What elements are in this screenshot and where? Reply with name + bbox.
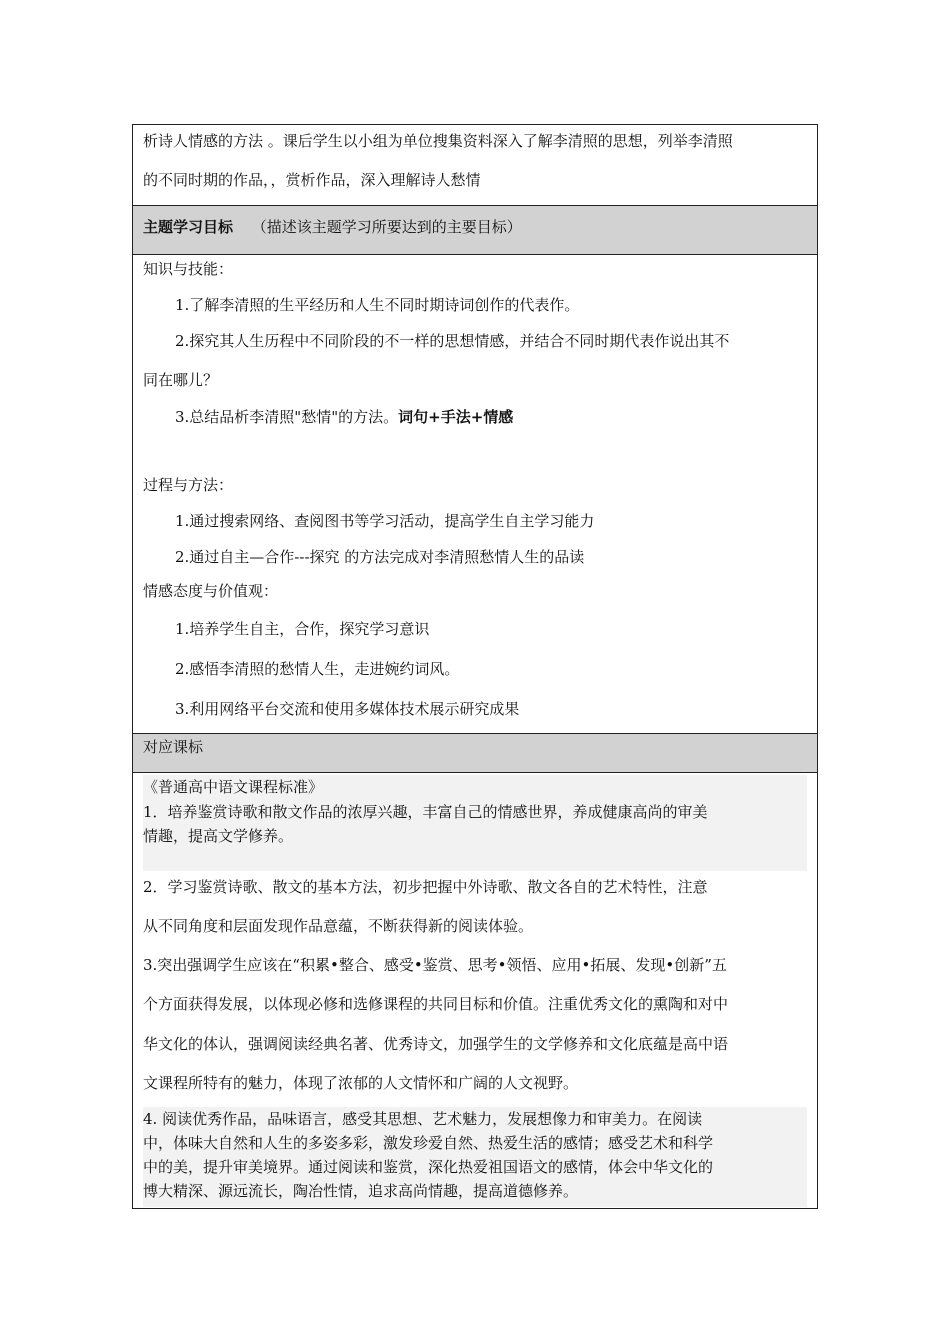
intro-row	[133, 125, 817, 205]
process-item-2: 2.通过自主—合作---探究 的方法完成对李清照愁情人生的品读	[175, 548, 585, 566]
knowledge-item-3	[175, 407, 513, 427]
standard-4-line-2: 中，体味大自然和人生的多姿多彩，激发珍爱自然、热爱生活的感情；感受艺术和科学	[143, 1134, 714, 1152]
intro-line-1: 析诗人情感的方法 。课后学生以小组为单位搜集资料深入了解李清照的思想，列举李清照	[143, 132, 733, 150]
standard-2-line-2: 从不同角度和层面发现作品意蕴，不断获得新的阅读体验。	[143, 917, 534, 935]
standard-3-line-3: 华文化的体认，强调阅读经典名著、优秀诗文，加强学生的文学修养和文化底蕴是高中语	[143, 1035, 729, 1053]
process-heading: 过程与方法：	[143, 476, 234, 494]
lesson-plan-table	[132, 124, 818, 1209]
emotion-item-2: 2.感悟李清照的愁情人生，走进婉约词风。	[175, 660, 460, 678]
objectives-title: 主题学习目标	[143, 218, 234, 236]
knowledge-item-2-line-1: 2.探究其人生历程中不同阶段的不一样的思想情感，并结合不同时期代表作说出其不	[175, 332, 730, 350]
standards-title: 对应课标	[143, 738, 204, 756]
objectives-header	[143, 217, 522, 237]
objectives-note: （描述该主题学习所要达到的主要目标）	[251, 218, 522, 236]
standards-header-row	[133, 734, 817, 772]
standard-4-line-3: 中的美，提升审美境界。通过阅读和鉴赏，深化热爱祖国语文的感情，体会中华文化的	[143, 1158, 714, 1176]
intro-line-2: 的不同时期的作品，，赏析作品，深入理解诗人愁情	[143, 171, 481, 189]
standard-2-line-1: 2．学习鉴赏诗歌、散文的基本方法，初步把握中外诗歌、散文各自的艺术特性，注意	[143, 878, 708, 896]
standards-content-row	[133, 773, 817, 1209]
standard-3-line-2: 个方面获得发展，以体现必修和选修课程的共同目标和价值。注重优秀文化的熏陶和对中	[143, 995, 729, 1013]
objectives-header-row	[133, 206, 817, 254]
emotion-item-1: 1.培养学生自主，合作，探究学习意识	[175, 620, 430, 638]
standard-1-line-2: 情趣，提高文学修养。	[143, 827, 294, 845]
standards-source: 《普通高中语文课程标准》	[143, 778, 324, 796]
standard-1-line-1: 1．培养鉴赏诗歌和散文作品的浓厚兴趣，丰富自己的情感世界，养成健康高尚的审美	[143, 803, 708, 821]
knowledge-item-3-text: 3.总结品析李清照"愁情"的方法。	[175, 408, 399, 426]
process-item-1: 1.通过搜索网络、查阅图书等学习活动，提高学生自主学习能力	[175, 512, 595, 530]
knowledge-heading: 知识与技能：	[143, 260, 234, 278]
standard-4-line-1: 4. 阅读优秀作品，品味语言，感受其思想、艺术魅力，发展想像力和审美力。在阅读	[143, 1110, 703, 1128]
knowledge-item-2-line-2: 同在哪儿？	[143, 371, 219, 389]
emotion-heading: 情感态度与价值观：	[143, 582, 279, 600]
standard-3-line-4: 文课程所特有的魅力，体现了浓郁的人文情怀和广阔的人文视野。	[143, 1074, 579, 1092]
knowledge-item-3-bold: 词句+手法+情感	[398, 408, 514, 426]
objectives-content-row	[133, 255, 817, 733]
knowledge-item-1: 1.了解李清照的生平经历和人生不同时期诗词创作的代表作。	[175, 296, 580, 314]
standard-4-line-4: 博大精深、源远流长，陶冶性情，追求高尚情趣，提高道德修养。	[143, 1182, 579, 1200]
emotion-item-3: 3.利用网络平台交流和使用多媒体技术展示研究成果	[175, 700, 520, 718]
standard-3-line-1: 3.突出强调学生应该在“积累•整合、感受•鉴赏、思考•领悟、应用•拓展、发现•创新”五	[143, 956, 727, 974]
